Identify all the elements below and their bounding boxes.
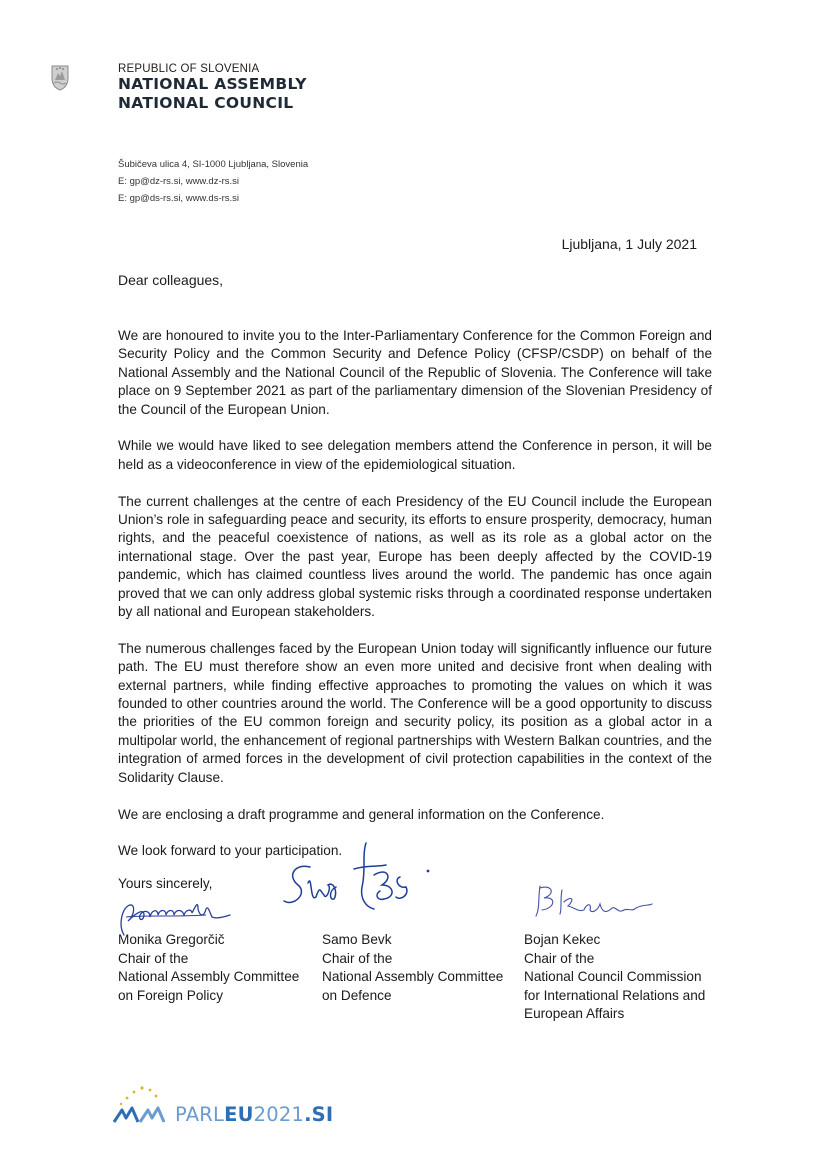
signatory-kekec xyxy=(524,931,705,1024)
paragraph: The current challenges at the centre of each Presidency of the EU Council include the European Union’s role in safeguarding peace and security, its efforts to ensure prosperity, democracy, human rights, and the peaceful coexistence of nations, as well as its role as a global actor on the international stage. Over the past year, Europe has been deeply affected by the COVID-19 pandemic, which has claimed countless lives around the world. The pandemic has once again proved that we can only address global systemic risks through a coordinated response undertaken by all national and European stakeholders. xyxy=(118,493,712,620)
signatory-role: National Council Commission xyxy=(524,969,702,985)
parleu-wordmark xyxy=(175,1103,333,1126)
signatory-role: on Defence xyxy=(322,987,392,1003)
signature-kekec xyxy=(532,882,656,922)
paragraph: We are honoured to invite you to the Inter-Parliamentary Conference for the Common Foreign and Security Policy and the Common Security and Defence Policy (CFSP/CSDP) on behalf of the National Assembly and the National Council of the Republic of Slovenia. The Conference will take place on 9 September 2021 as part of the parliamentary dimension of the Slovenian Presidency of the Council of the European Union. xyxy=(118,328,712,417)
signatory-bevk xyxy=(322,931,503,1005)
closing: Yours sincerely, xyxy=(118,876,213,891)
paragraph: The numerous challenges faced by the European Union today will significantly influence our future path. The EU must therefore show an even more united and decisive front when dealing with external partners, while finding effective approaches to promoting the values on which it was founded to other countries around the world. The Conference will be a good opportunity to discuss the priorities of the EU common foreign and security policy, its position as a global actor in a multipolar world, the enhancement of regional partnerships with Western Balkan countries, and the integration of armed forces in the development of civil protection capabilities in the context of the Solidarity Clause. xyxy=(118,640,712,785)
signatory-role: National Assembly Committee xyxy=(322,969,504,985)
republic-label: REPUBLIC OF SLOVENIA xyxy=(118,63,260,75)
postal-address: Šubičeva ulica 4, SI-1000 Ljubljana, Slovenia xyxy=(118,159,309,170)
wordmark-si: .SI xyxy=(304,1103,334,1126)
wordmark-eu: EU xyxy=(224,1103,254,1126)
signatory-role: National Assembly Committee xyxy=(118,969,300,985)
salutation: Dear colleagues, xyxy=(118,272,224,288)
signatory-role: on Foreign Policy xyxy=(118,987,224,1003)
wordmark-parl: PARL xyxy=(175,1103,225,1126)
institution-national-assembly: NATIONAL ASSEMBLY xyxy=(118,75,307,93)
parleu-mark-icon xyxy=(112,1082,176,1132)
signatory-role: Chair of the xyxy=(118,950,189,966)
signatory-name: Samo Bevk xyxy=(322,932,392,947)
paragraph: We look forward to your participation. xyxy=(118,843,343,859)
letter-date: Ljubljana, 1 July 2021 xyxy=(561,236,697,252)
signature-bevk xyxy=(282,835,442,915)
paragraph: While we would have liked to see delegation members attend the Conference in person, it will be held as a videoconference in view of the epidemiological situation. xyxy=(118,438,712,472)
signatory-role: Chair of the xyxy=(524,950,595,966)
signatory-role: Chair of the xyxy=(322,950,393,966)
wordmark-2021: 2021 xyxy=(253,1103,305,1126)
institution-national-council: NATIONAL COUNCIL xyxy=(118,94,294,112)
signatory-role: European Affairs xyxy=(524,1006,625,1022)
slovenia-crest-icon xyxy=(50,62,70,92)
address-block xyxy=(118,156,308,207)
contact-ds: E: gp@ds-rs.si, www.ds-rs.si xyxy=(118,193,240,204)
paragraph: We are enclosing a draft programme and general information on the Conference. xyxy=(118,806,605,822)
letter-body xyxy=(118,327,712,879)
letterhead xyxy=(118,63,307,113)
signatory-gregorcic xyxy=(118,931,299,1005)
signatory-name: Bojan Kekec xyxy=(524,932,601,947)
contact-dz: E: gp@dz-rs.si, www.dz-rs.si xyxy=(118,176,240,187)
signatory-role: for International Relations and xyxy=(524,987,706,1003)
parleu2021-logo xyxy=(112,1082,342,1132)
signatory-name: Monika Gregorčič xyxy=(118,932,225,947)
